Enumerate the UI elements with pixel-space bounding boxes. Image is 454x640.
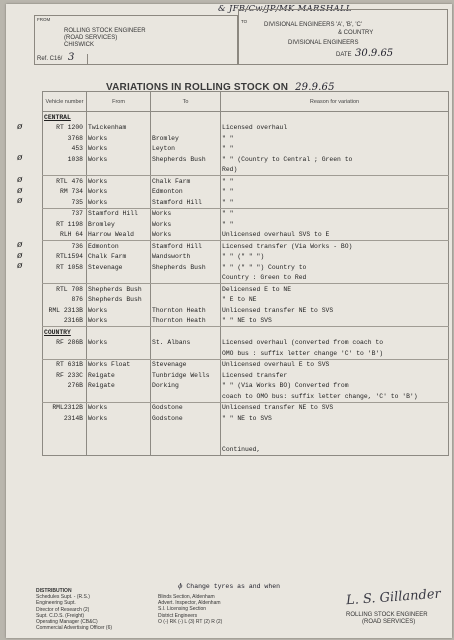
cell-from: Shepherds Bush [87,295,151,306]
cell-to: Works [151,208,221,219]
ref-value: 3 [68,52,75,63]
cell-vehicle: RT 631B [43,359,87,370]
cell-vehicle: 2314B [43,413,87,424]
cell-from: Works Float [87,359,151,370]
table-row [43,197,449,208]
from-place: CHISWICK [64,42,94,48]
cell-reason: " " [221,187,449,198]
cell-reason: " " (Country to Central ; Green to [221,154,449,165]
col-header-vehicle: Vehicle number [43,92,87,112]
cell-from: Works [87,316,151,327]
table-row [43,445,449,456]
cell-reason: " " [221,144,449,155]
distribution-left [36,588,112,631]
cell-from: Works [87,402,151,413]
cell-from [87,112,151,123]
cell-to [151,348,221,359]
table-row [43,338,449,349]
cell-vehicle: 876 [43,295,87,306]
cell-from: Reigate [87,381,151,392]
table-row [43,208,449,219]
cell-to: Bromley [151,133,221,144]
from-label: FROM [37,17,51,22]
col-header-from: From [87,92,151,112]
cell-reason: Unlicensed overhaul SVS to E [221,230,449,241]
cell-vehicle: 2316B [43,316,87,327]
cell-vehicle: 3768 [43,133,87,144]
table-row [43,381,449,392]
table-row [43,295,449,306]
row-check-icon: ø [17,185,23,196]
cell-from [87,434,151,445]
cell-from [87,348,151,359]
from-org: ROLLING STOCK ENGINEER [64,28,146,34]
row-check-icon: ø [17,121,23,132]
distribution-item: District Engineers [158,612,198,619]
cell-vehicle: RF 286B [43,338,87,349]
cell-reason: coach to OMO bus: suffix letter change, 'C' to 'B') [221,391,449,402]
table-row [43,402,449,413]
distribution-mid [158,594,222,625]
section-header-row [43,112,449,123]
cell-vehicle: RTL1594 [43,252,87,263]
cell-reason: Delicensed E to NE [221,284,449,295]
sign-block-line2: (ROAD SERVICES) [362,619,416,625]
table-row [43,252,449,263]
cell-vehicle: 736 [43,241,87,252]
table-row [43,241,449,252]
cell-vehicle: RF 233C [43,370,87,381]
to-line1: DIVISIONAL ENGINEERS 'A', 'B', 'C' [264,22,363,28]
cell-from [87,424,151,435]
table-row [43,273,449,284]
row-check-icon: ø [17,250,23,261]
cell-to: Leyton [151,144,221,155]
cell-to: Thornton Heath [151,305,221,316]
cell-vehicle [43,348,87,359]
cell-to [151,165,221,176]
distribution-item: O (-) RK (-) L (3) RT (2) R (2) [158,618,223,625]
table-row [43,230,449,241]
cell-from: Works [87,187,151,198]
cell-reason: Licensed transfer (Via Works - BO) [221,241,449,252]
distribution-item: S.I. Licensing Section [158,606,207,613]
cell-vehicle: 735 [43,197,87,208]
cell-to [151,391,221,402]
distribution-item: Schedules Supt. - (R.S.) [36,594,90,601]
cell-to: Works [151,230,221,241]
cell-to: Dorking [151,381,221,392]
footnote [178,582,280,590]
table-row [43,187,449,198]
footnote-text: Change tyres as and when [186,583,281,590]
footnote-check-icon: ɸ [178,582,183,590]
cell-reason: " " [221,219,449,230]
cell-reason [221,327,449,338]
cell-to [151,327,221,338]
cell-to: Edmonton [151,187,221,198]
cell-from: Bromley [87,219,151,230]
cell-reason: OMO bus : suffix letter change 'C' to 'B') [221,348,449,359]
cell-reason [221,434,449,445]
cell-to [151,424,221,435]
cell-to: Wandsworth [151,252,221,263]
cell-vehicle [43,424,87,435]
cell-to [151,273,221,284]
table-row [43,316,449,327]
cell-to [151,123,221,134]
cell-to: Works [151,219,221,230]
cell-from: Works [87,338,151,349]
row-check-icon: ø [17,239,23,250]
cell-reason: Licensed transfer [221,370,449,381]
cell-from: Shepherds Bush [87,284,151,295]
cell-vehicle: RT 1198 [43,219,87,230]
cell-to: Chalk Farm [151,176,221,187]
handwritten-initials: & JFB/Cw/JP/MK MARSHALL [218,4,352,14]
cell-reason: " " (Via Works BO) Converted from [221,381,449,392]
sign-block-line1: ROLLING STOCK ENGINEER [346,612,428,618]
cell-from [87,391,151,402]
cell-vehicle: 276B [43,381,87,392]
cell-to [151,434,221,445]
to-label: TO [241,19,248,24]
cell-from [87,445,151,456]
cell-from: Works [87,413,151,424]
distribution-item: Commercial Advertising Officer (6) [36,625,113,632]
cell-from: Reigate [87,370,151,381]
row-check-icon: ø [17,153,23,163]
cell-from: Works [87,154,151,165]
to-line2: & COUNTRY [338,30,374,36]
to-line3: DIVISIONAL ENGINEERS [288,40,359,46]
cell-vehicle: RTL 708 [43,284,87,295]
distribution-item: Blinds Section, Aldenham [158,594,215,600]
cell-to: Shepherds Bush [151,154,221,165]
title-prefix: VARIATIONS IN ROLLING STOCK ON [106,82,289,93]
cell-from: Works [87,133,151,144]
cell-reason: " " NE to SVS [221,316,449,327]
cell-from: Stevenage [87,262,151,273]
cell-to: Stevenage [151,359,221,370]
cell-reason: " " NE to SVS [221,413,449,424]
table-row [43,176,449,187]
document-sheet [6,4,452,638]
table-header-row [43,92,449,112]
cell-reason: Licensed overhaul [221,123,449,134]
cell-reason: " " [221,208,449,219]
cell-reason: Unlicensed transfer NE to SVS [221,402,449,413]
table-row [43,434,449,445]
table-row [43,424,449,435]
cell-reason: " " [221,176,449,187]
cell-reason: Country : Green to Red [221,273,449,284]
cell-vehicle [43,165,87,176]
cell-to: Tunbridge Wells [151,370,221,381]
table-row [43,391,449,402]
cell-reason: " " (" " ") Country to [221,262,449,273]
table-row [43,123,449,134]
col-header-to: To [151,92,221,112]
cell-to: Shepherds Bush [151,262,221,273]
cell-vehicle: 737 [43,208,87,219]
table-row [43,144,449,155]
table-row [43,359,449,370]
cell-to: Stamford Hill [151,197,221,208]
cell-to [151,295,221,306]
row-check-icon: ø [17,174,23,185]
table-row [43,348,449,359]
table-row [43,133,449,144]
cell-vehicle [43,434,87,445]
table-row [43,219,449,230]
distribution-item: Supt. C.D.S. (Freight) [36,612,85,619]
row-check-icon: ø [17,196,23,206]
section-header-row [43,327,449,338]
cell-vehicle [43,445,87,456]
cell-reason: Unlicensed transfer NE to SVS [221,305,449,316]
cell-reason: Red) [221,165,449,176]
cell-to: Stamford Hill [151,241,221,252]
cell-from: Chalk Farm [87,252,151,263]
cell-vehicle: 453 [43,144,87,155]
cell-vehicle: RM 734 [43,187,87,198]
from-org-sub: (ROAD SERVICES) [64,35,118,41]
cell-vehicle: RML2312B [43,402,87,413]
table-row [43,305,449,316]
cell-reason: " " [221,133,449,144]
cell-reason: Licensed overhaul (converted from coach to [221,338,449,349]
variations-table [42,91,449,456]
cell-vehicle: 1038 [43,154,87,165]
cell-to: Godstone [151,402,221,413]
row-check-icon: ø [17,261,23,271]
table-row [43,284,449,295]
cell-from: Works [87,305,151,316]
cell-from: Works [87,176,151,187]
cell-to: Godstone [151,413,221,424]
cell-from: Works [87,144,151,155]
cell-vehicle: COUNTRY [43,327,87,338]
distribution-item: Engineering Supt. [36,600,76,607]
distribution-item: Advert. Inspector, Aldenham [158,600,221,607]
ref-label: Ref. C16/ [37,56,63,62]
cell-from: Stamford Hill [87,208,151,219]
cell-to: Thornton Heath [151,316,221,327]
cell-reason [221,424,449,435]
table-row [43,165,449,176]
cell-vehicle [43,391,87,402]
cell-reason: Unlicensed overhaul E to SVS [221,359,449,370]
cell-vehicle: RT 1200 [43,123,87,134]
col-header-reason: Reason for variation [221,92,449,112]
cell-from [87,327,151,338]
cell-to [151,112,221,123]
cell-reason: Continued, [221,445,449,456]
cell-from [87,165,151,176]
distribution-item: Operating Manager (CB&C) [36,619,98,626]
cell-to [151,445,221,456]
cell-from: Edmonton [87,241,151,252]
cell-vehicle: RT 1058 [43,262,87,273]
distribution-item: DISTRIBUTION [36,588,72,594]
cell-from: Harrow Weald [87,230,151,241]
cell-vehicle: CENTRAL [43,112,87,123]
cell-from: Twickenham [87,123,151,134]
table-row [43,262,449,273]
cell-vehicle: RLH 64 [43,230,87,241]
cell-from [87,273,151,284]
cell-reason [221,112,449,123]
cell-vehicle: RML 2313B [43,305,87,316]
cell-reason: " E to NE [221,295,449,306]
cell-to [151,284,221,295]
cell-vehicle [43,273,87,284]
cell-reason: " " [221,197,449,208]
distribution-item: Director of Research (2) [36,606,90,613]
date-value: 30.9.65 [355,48,394,59]
table-row [43,413,449,424]
table-row [43,154,449,165]
title-date: 29.9.65 [295,82,335,93]
cell-reason: " " (" " ") [221,252,449,263]
cell-from: Works [87,197,151,208]
date-label: DATE [336,52,352,58]
cell-to: St. Albans [151,338,221,349]
cell-vehicle: RTL 476 [43,176,87,187]
table-row [43,370,449,381]
signature: L. S. Gillander [345,586,442,609]
